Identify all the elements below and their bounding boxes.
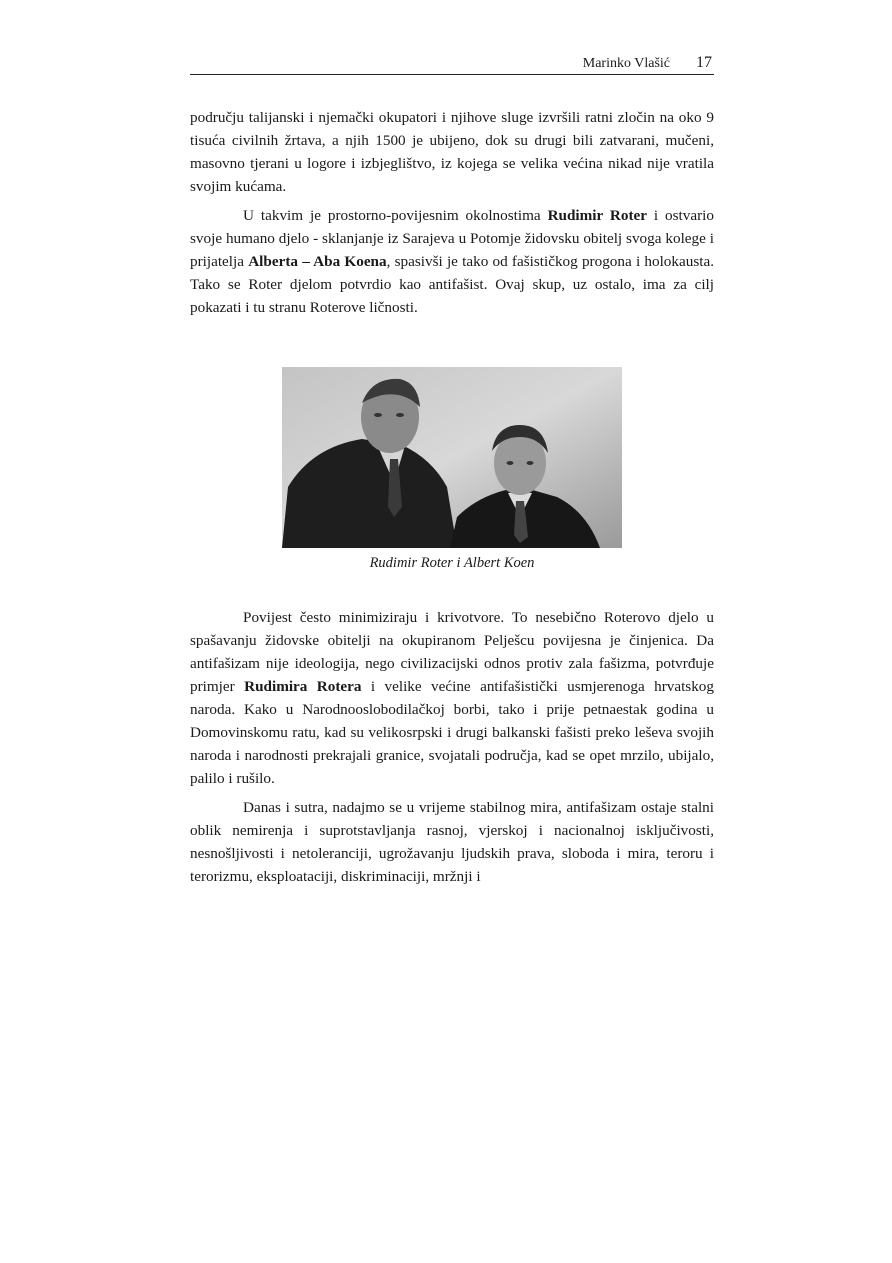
text-block-bottom <box>190 606 714 894</box>
header-author: Marinko Vlašić <box>582 56 670 71</box>
text-run: , spasivši je tako od fašističkog progona i holokausta. Tako se Roter djelom potvrdio kao antifašist. Ovaj skup, uz ostalo, ima za cilj pokazati i tu stranu Roterove ličnosti. <box>190 253 714 316</box>
text-block-top <box>190 106 714 325</box>
photo-caption: Rudimir Roter i Albert Koen <box>369 555 535 571</box>
bold-name: Alberta – Aba Koena <box>248 253 387 270</box>
page-number: 17 <box>696 54 712 71</box>
paragraph: Danas i sutra, nadajmo se u vrijeme stabilnog mira, antifašizam ostaje stalni oblik nemirenja i suprotstavljanja rasnoj, vjerskoj i nacionalnoj isključivosti, nesnošljivosti i netoleranciji, ugrožavanju ljudskih prava, sloboda i mira, teroru i terorizmu, eksploataciji, diskriminaciji, mržnji i <box>190 799 714 885</box>
text-run: U takvim je prostorno-povijesnim okolnostima <box>243 207 548 224</box>
paragraph: području talijanski i njemački okupatori i njihove sluge izvršili ratni zločin na oko 9 tisuća civilnih žrtava, a njih 1500 je ubijeno, dok su drugi bili zatvarani, mučeni, masovno tjerani u logore i izbjeglištvo, iz kojega se velika većina nikad nije vratila svojim kućama. <box>190 109 714 195</box>
text-run: i ostvario svoje humano djelo - sklanjanje iz Sarajeva u Potomje židovsku obitelj svoga kolege i prijatelja <box>190 207 714 270</box>
bold-name: Rudimir Roter <box>547 207 647 224</box>
photograph <box>282 367 622 548</box>
paragraph <box>190 606 714 790</box>
text-run: i velike većine antifašistički usmjerenoga hrvatskog naroda. Kako u Narodnooslobodilačkoj borbi, tako i prije petnaestak godina u Domovinskomu ratu, kad su velikosrpski i drugi balkanski fašisti preko leševa svojih naroda i narodnosti prekrajali granice, svojatali područja, kad se opet mrzilo, ubijalo, palilo i rušilo. <box>190 678 714 787</box>
running-header <box>190 54 714 75</box>
text-run: Povijest često minimiziraju i krivotvore. To nesebično Roterovo djelo u spašavanju židovske obitelji na okupiranom Pelješcu povijesna je činjenica. Da antifašizam nije ideologija, nego civilizacijski odnos protiv zala fašizma, potvrđuje primjer <box>190 609 714 695</box>
photo-figures <box>282 367 622 548</box>
bold-name: Rudimira Rotera <box>244 678 362 695</box>
paragraph <box>190 204 714 319</box>
